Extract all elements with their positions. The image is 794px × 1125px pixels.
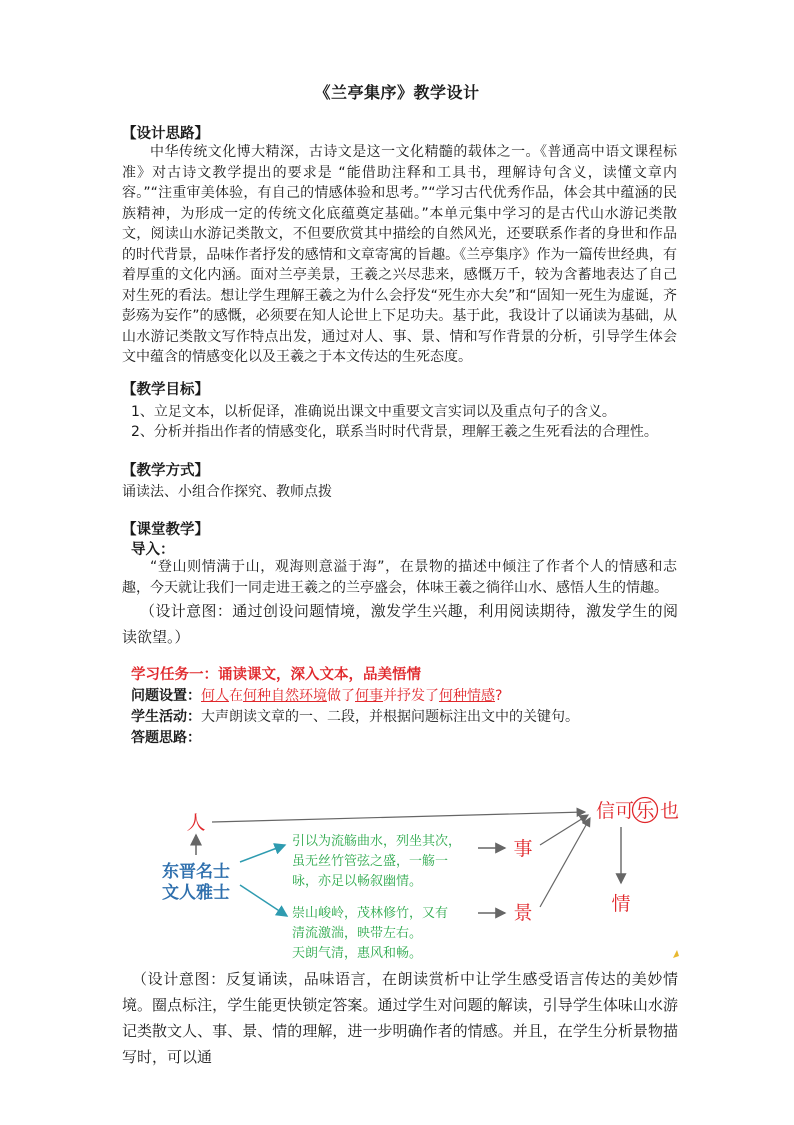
question-part: 何人 — [201, 688, 229, 704]
question-part: ? — [495, 688, 503, 704]
answer-label: 答题思路： — [131, 730, 201, 746]
intro-design-note: （设计意图：通过创设问题情境，激发学生兴趣，利用阅读期待，激发学生的阅读欲望。） — [122, 602, 678, 646]
question-label: 问题设置： — [131, 688, 201, 704]
arrow-scene-to-quote — [540, 818, 590, 907]
node-emotion: 情 — [611, 893, 631, 915]
goal-item-2: 2、分析并指出作者的情感变化，联系当时时代背景，理解王羲之生死看法的合理性。 — [131, 424, 658, 440]
section-heading-classroom: 【课堂教学】 — [122, 522, 209, 538]
node-event: 事 — [513, 838, 533, 860]
quote-prefix: 信可 — [596, 800, 635, 822]
final-design-note: （设计意图：反复诵读，品味语言，在朗读赏析中让学生感受语言传达的美妙情境。圈点标注，学生能更快锁定答案。通过学生对问题的解读，引导学生体味山水游记类散文人、事、景、情的理解，进一步明确作者的情感。并且，在学生分析景物描写时，可以通 — [122, 970, 678, 1066]
event-quote-line-1: 引以为流觞曲水，列坐其次， — [292, 834, 462, 849]
quote-suffix: 也 — [660, 800, 680, 822]
quote-circled-char: 乐 — [635, 800, 655, 822]
arrow-event-to-quote — [540, 815, 588, 845]
question-part: 何种情感 — [439, 688, 495, 704]
intro-heading: 导入： — [131, 542, 175, 558]
intro-paragraph: “登山则情满于山，观海则意溢于海”，在景物的描述中倾注了作者个人的情感和志趣，今天就让我们一同走进王羲之的兰亭盛会，体味王羲之徜徉山水、感悟人生的情趣。 — [122, 559, 677, 596]
event-quote-line-3: 咏，亦足以畅叙幽情。 — [292, 874, 423, 889]
goal-item-1: 1、立足文本，以析促译，准确说出课文中重要文言实词以及重点句子的含义。 — [131, 404, 616, 420]
question-part: 做了 — [327, 688, 355, 704]
activity-text: 大声朗读文章的一、二段，并根据问题标注出文中的关键句。 — [201, 709, 579, 725]
section-heading-goals: 【教学目标】 — [122, 382, 209, 398]
scene-quote-line-3: 天朗气清，惠风和畅。 — [292, 946, 423, 961]
activity-label: 学生活动： — [131, 709, 201, 725]
decorative-mark-icon — [673, 950, 679, 958]
page-title: 《兰亭集序》教学设计 — [314, 83, 480, 102]
question-part: 并抒发了 — [383, 688, 439, 704]
arrow-who-to-scene — [240, 885, 287, 916]
question-part: 何种自然环境 — [243, 688, 327, 704]
node-who-line-2: 文人雅士 — [162, 883, 230, 903]
section-heading-methods: 【教学方式】 — [122, 463, 209, 479]
arrow-person-to-quote — [212, 812, 585, 822]
scene-quote-line-2: 清流激湍，映带左右。 — [292, 926, 423, 941]
scene-quote-line-1: 崇山峻岭，茂林修竹，又有 — [292, 906, 449, 921]
node-person: 人 — [186, 812, 206, 834]
methods-text: 诵读法、小组合作探究、教师点拨 — [122, 484, 332, 500]
arrow-who-to-event — [240, 845, 285, 862]
event-quote-line-2: 虽无丝竹管弦之盛，一觞一 — [292, 854, 449, 869]
design-idea-paragraph: 中华传统文化博大精深，古诗文是这一文化精髓的载体之一。《普通高中语文课程标准》对古诗文教学提出的要求是 “能借助注释和工具书，理解诗句含义，读懂文章内容。”“注重审美体验，有自己的情感体验和思考。”“学习古代优秀作品，体会其中蕴涵的民族精神，为形成一定的传统文化底蕴奠定基础。”本单元集中学习的是古代山水游记类散文，阅读山水游记类散文，不但要欣赏其中描绘的自然风光，还要联系作者的身世和作品的时代背景，品味作者抒发的感情和文章寄寓的旨趣。《兰亭集序》作为一篇传世经典，有着厚重的文化内涵。面对兰亭美景，王羲之兴尽悲来，感慨万千，较为含蓄地表达了自己对生死的看法。想让学生理解王羲之为什么会抒发“死生亦大矣”和“固知一死生为虚诞，齐彭殇为妄作”的感慨，必须要在知人论世上下足功夫。基于此，我设计了以诵读为基础，从山水游记类散文写作特点出发，通过对人、事、景、情和写作背景的分析，引导学生体会文中蕴含的情感变化以及王羲之于本文传达的生死态度。 — [122, 144, 677, 365]
node-who-line-1: 东晋名士 — [162, 862, 230, 882]
task-1-heading: 学习任务一：诵读课文，深入文本，品美悟情 — [131, 667, 421, 683]
node-scene: 景 — [513, 902, 533, 924]
question-part: 何事 — [355, 688, 383, 704]
question-part: 在 — [229, 688, 243, 704]
section-heading-design-idea: 【设计思路】 — [122, 126, 209, 142]
